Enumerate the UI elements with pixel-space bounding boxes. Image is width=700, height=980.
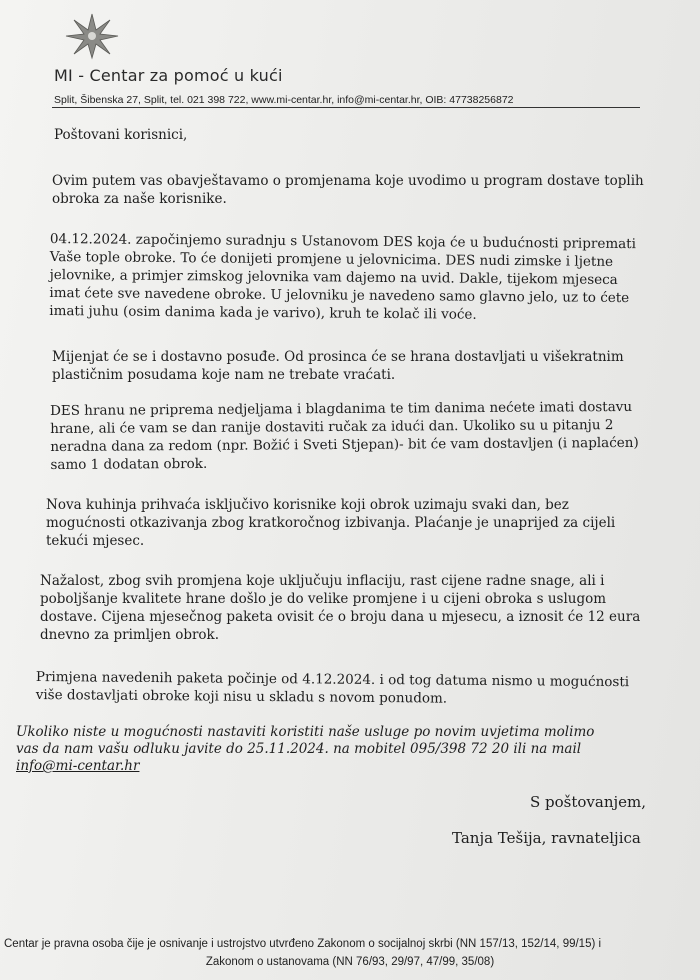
- text-line: Vaše tople obroke. To će donijeti promjene u jelovnicima. DES nudi zimske i ljetne: [49, 248, 614, 270]
- text-line: obroka za naše korisnike.: [52, 191, 227, 207]
- text-line: dnevno za primljen obrok.: [40, 627, 220, 643]
- paragraph-des-cooperation: [49, 230, 636, 325]
- text-line: Mijenjat će se i dostavno posuđe. Od prosinca će se hrana dostavljati u višekratnim: [52, 349, 624, 365]
- text-line: imat ćete sve navedene obroke. U jelovniku je navedeno samo glavno jelo, uz to ćete: [49, 284, 630, 307]
- text-line: Nova kuhinja prihvaća isključivo korisnike koji obrok uzimaju svaki dan, bez: [46, 497, 569, 513]
- paragraph-containers: [52, 348, 624, 384]
- org-name: MI - Centar za pomoć u kući: [54, 66, 283, 85]
- text-line: poboljšanje kvalitete hrane došlo je do velike promjene i u cijeni obroka s uslugom: [40, 591, 607, 607]
- email-link[interactable]: info@mi-centar.hr: [16, 758, 140, 774]
- signature-name: Tanja Tešija, ravnateljica: [452, 829, 641, 847]
- footer-legal: [0, 935, 700, 971]
- closing: S poštovanjem,: [530, 793, 647, 811]
- footer-line: Centar je pravna osoba čije je osnivanje i ustrojstvo utvrđeno Zakonom o socijalnoj skrbi (NN 157/13, 152/14, 99/15) i: [4, 938, 602, 950]
- intro-paragraph: [52, 172, 644, 208]
- text-line: jelovnike, a primjer zimskog jelovnika vam dajemo na uvid. Dakle, tijekom mjeseca: [49, 266, 618, 288]
- text-line: Nažalost, zbog svih promjena koje uključuju inflaciju, rast cijene radne snage, ali i: [40, 573, 605, 589]
- paragraph-start-date: [36, 668, 630, 709]
- footer-line: Zakonom o ustanovama (NN 76/93, 29/97, 47/99, 35/08): [205, 956, 495, 968]
- star-logo-icon: [60, 12, 124, 60]
- text-line: imati juhu (osim danima kada je varivo), kruh te kolač ili voće.: [49, 302, 477, 323]
- text-line: tekući mjesec.: [46, 533, 145, 549]
- paragraph-daily-meals: [46, 496, 615, 550]
- org-address: Split, Šibenska 27, Split, tel. 021 398 722, www.mi-centar.hr, info@mi-centar.hr, OIB: 47738256872: [54, 94, 514, 106]
- text-line: 04.12.2024. započinjemo suradnju s Ustanovom DES koja će u budućnosti pripremati: [49, 230, 637, 253]
- paragraph-pricing: [40, 572, 640, 644]
- notice-paragraph: [16, 724, 594, 775]
- text-line: hrane, ali će vam se dan ranije dostaviti ručak za idući dan. Ukoliko su u pitanju 2: [50, 417, 614, 437]
- text-line: više dostavljati obroke koji nisu u skladu s novom ponudom.: [35, 686, 448, 707]
- text-line: DES hranu ne priprema nedjeljama i blagdanima te tim danima nećete imati dostavu: [50, 398, 633, 419]
- header-divider: [52, 107, 640, 108]
- text-line: vas da nam vašu odluku javite do 25.11.2024. na mobitel 095/398 72 20 ili na mail: [16, 741, 582, 757]
- text-line: plastičnim posudama koje nam ne trebate vraćati.: [52, 367, 396, 383]
- paragraph-holidays: [50, 398, 639, 474]
- text-line: dostave. Cijena mjesečnog paketa ovisit će o broju dana u mjesecu, a iznosit će 12 eura: [40, 609, 641, 625]
- text-line: Ukoliko niste u mogućnosti nastaviti koristiti naše usluge po novim uvjetima molimo: [16, 724, 595, 740]
- greeting: Poštovani korisnici,: [54, 127, 188, 143]
- text-line: Ovim putem vas obavještavamo o promjenama koje uvodimo u program dostave toplih: [52, 173, 644, 189]
- text-line: samo 1 dodatan obrok.: [50, 455, 208, 473]
- text-line: Primjena navedenih paketa počinje od 4.12.2024. i od tog datuma nismo u mogućnosti: [35, 668, 630, 691]
- text-line: mogućnosti otkazivanja zbog kratkoročnog izbivanja. Plaćanje je unaprijed za cijeli: [46, 515, 616, 531]
- text-line: neradna dana za redom (npr. Božić i Sveti Stjepan)- bit će vam dostavljen (i naplaćen): [50, 434, 639, 455]
